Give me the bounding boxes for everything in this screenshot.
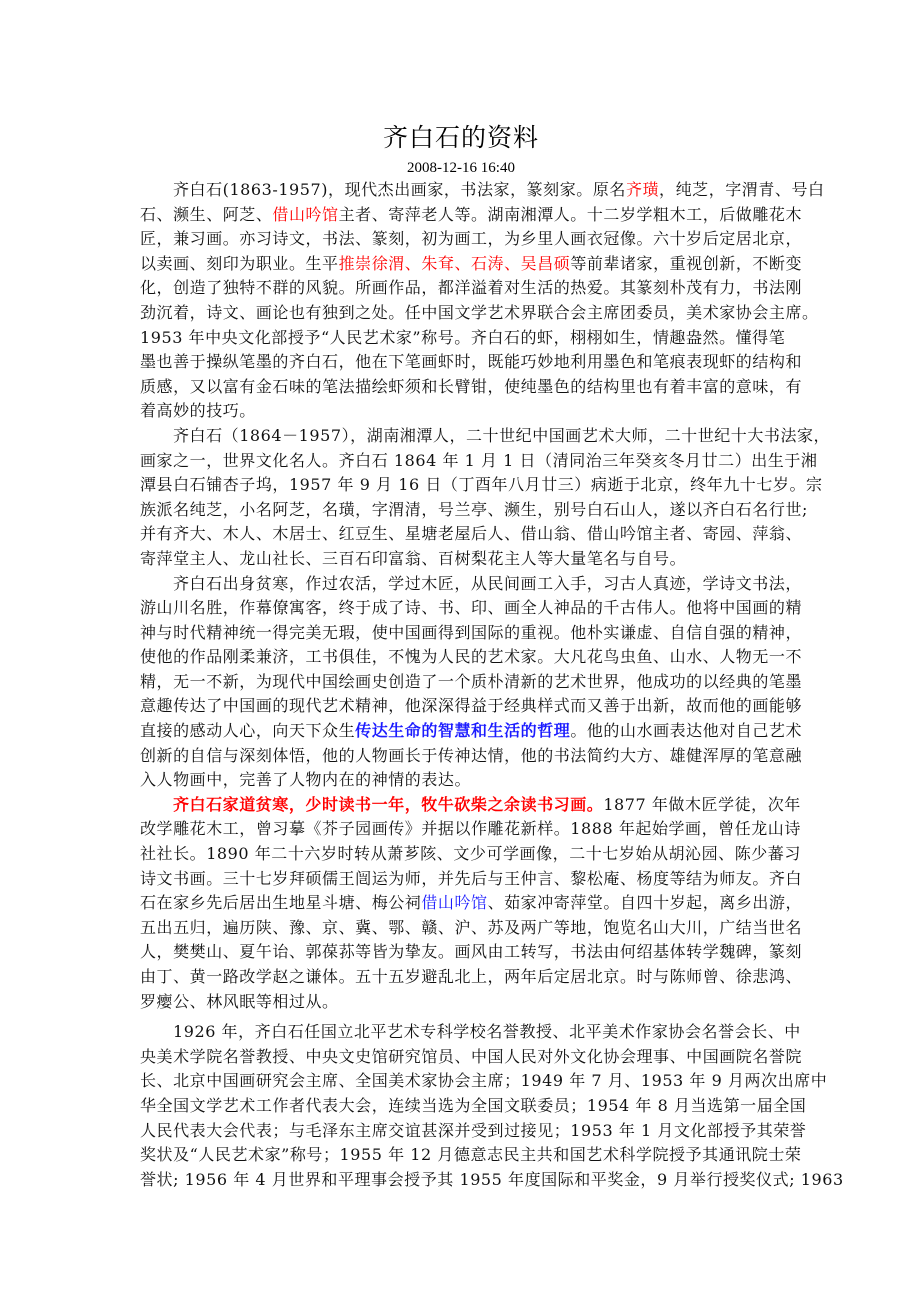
text-run: 寄萍堂主人、龙山社长、三百石印富翁、百树梨花主人等大量笔名与自号。 (140, 548, 687, 568)
text-run: 奖状及“人民艺术家”称号；1955 年 12 月德意志民主共和国艺术科学院授予其通讯院士荣 (140, 1145, 802, 1165)
text-run: 齐白石(1863-1957)，现代杰出画家，书法家，篆刻家。原名 (173, 180, 626, 199)
text-line (140, 203, 803, 228)
text-run: 着高妙的技巧。 (140, 401, 256, 421)
text-line (140, 596, 803, 621)
paragraph (140, 178, 825, 424)
text-run: 1877 年做木匠学徒，次年 (603, 794, 801, 814)
document-body (140, 178, 844, 1192)
text-run: 人，樊樊山、夏午诒、郭葆荪等皆为挚友。画风由工转写，书法由何绍基体转学魏碑，篆刻 (140, 942, 803, 962)
text-line (140, 817, 800, 842)
text-run: 质感，又以富有金石味的笔法描绘虾须和长臂钳，使纯墨色的结构里也有着丰富的意味，有 (140, 376, 803, 396)
text-run: 、茹家冲寄萍堂。自四十岁起，离乡出游， (487, 893, 803, 913)
text-line (140, 842, 800, 867)
text-run: 劲沉着，诗文、画论也有独到之处。任中国文学艺术界联合会主席团委员，美术家协会主席。 (140, 302, 819, 322)
text-run: 誉状; 1956 年 4 月世界和平理事会授予其 1955 年度国际和平奖金，9 月举行授奖仪式; 1963 (140, 1169, 844, 1189)
text-run: 央美术学院名誉教授、中央文史馆研究馆员、中国人民对外文化协会理事、中国画院名誉院 (140, 1046, 803, 1066)
text-run: 创新的自信与深刻体悟，他的人物画长于传神达情，他的书法简约大方、雄健浑厚的笔意融 (140, 745, 803, 765)
text-line (140, 498, 808, 523)
text-run: 并有齐大、木人、木居士、红豆生、星塘老屋后人、借山翁、借山吟馆主者、寄园、萍翁、 (140, 524, 803, 544)
paragraph (140, 424, 831, 572)
text-run: 石在家乡先后居出生地星斗塘、梅公祠 (140, 893, 422, 913)
text-run: 石、濒生、阿芝、 (140, 204, 273, 224)
highlight-red-text: 推崇徐渭、朱耷、石涛、吴昌硕 (338, 253, 571, 273)
text-line (140, 990, 800, 1015)
paragraph (140, 793, 803, 1014)
text-line (140, 350, 803, 375)
text-line (140, 473, 823, 498)
text-line (140, 940, 803, 965)
text-line (140, 326, 800, 351)
text-run: 化，创造了独特不群的风貌。所画作品，都洋溢着对生活的热爱。其篆刻朴茂有力，书法刚 (140, 278, 803, 298)
text-line (140, 178, 825, 203)
text-run: 使他的作品刚柔兼济，工书俱佳，不愧为人民的艺术家。大凡花鸟虫鱼、山水、人物无一不 (140, 647, 803, 667)
text-run: 族派名纯芝，小名阿芝，名璜，字渭清，号兰亭、濒生，别号白石山人，遂以齐白石名行世; (140, 499, 808, 519)
text-line (140, 375, 803, 400)
text-line (140, 252, 803, 277)
text-run: 齐白石出身贫寒，作过农活，学过木匠，从民间画工入手，习古人真迹，学诗文书法， (173, 573, 802, 593)
text-line (140, 424, 831, 449)
text-line (140, 572, 800, 597)
text-run: 社社长。1890 年二十六岁时转从萧芗陔、文少可学画像，二十七岁始从胡沁园、陈少蕃习 (140, 844, 801, 864)
document-title: 齐白石的资料 (382, 123, 539, 152)
text-line (140, 227, 803, 252)
text-run: 精，无一不新，为现代中国绘画史创造了一个质朴清新的艺术世界，他成功的以经典的笔墨 (140, 671, 803, 691)
text-line (140, 621, 803, 646)
text-run: ，纯芝，字渭青、号白 (659, 180, 825, 199)
text-run: 由丁、黄一路改学赵之谦体。五十五岁避乱北上，两年后定居北京。时与陈师曾、徐悲鸿、 (140, 967, 803, 986)
text-line (140, 670, 803, 695)
text-line (140, 891, 803, 916)
text-run: 游山川名胜，作幕僚寓客，终于成了诗、书、印、画全人神品的千古伟人。他将中国画的精 (140, 598, 803, 618)
text-run: 墨也善于操纵笔墨的齐白石，他在下笔画虾时，既能巧妙地利用墨色和笔痕表现虾的结构和 (140, 352, 803, 372)
paragraph (140, 572, 803, 793)
text-run: 罗瘿公、林风眠等相过从。 (140, 991, 339, 1011)
text-line (140, 1069, 828, 1094)
text-line (140, 276, 803, 301)
text-line (140, 965, 803, 990)
text-line (140, 1045, 803, 1070)
text-run: 潭县白石铺杏子坞，1957 年 9 月 16 日（丁酉年八月廿三）病逝于北京，终年九十七岁。宗 (140, 475, 823, 495)
highlight-blue-text: 借山吟馆 (421, 893, 488, 913)
text-run: 匠，兼习画。亦习诗文，书法、篆刻，初为画工，为乡里人画衣冠像。六十岁后定居北京， (140, 229, 803, 249)
text-run: 五出五归，遍历陕、豫、京、冀、鄂、赣、沪、苏及两广等地，饱览名山大川，广结当世名 (140, 917, 803, 937)
highlight-red-text: 借山吟馆 (272, 204, 339, 224)
text-line (140, 449, 818, 474)
text-run: 等前辈诸家，重视创新，不断变 (570, 253, 803, 273)
text-line (140, 645, 803, 670)
text-line (140, 719, 803, 744)
text-line (140, 1020, 800, 1045)
text-run: 画家之一，世界文化名人。齐白石 1864 年 1 月 1 日（清同治三年癸亥冬月廿二）出生于湘 (140, 450, 818, 470)
text-run: 。他的山水画表达他对自己艺术 (570, 721, 803, 741)
text-run: 长、北京中国画研究会主席、全国美术家协会主席；1949 年 7 月、1953 年 9 月两次出席中 (140, 1071, 828, 1091)
text-line (140, 1168, 844, 1193)
document-date: 2008-12-16 16:40 (407, 160, 515, 176)
text-line (140, 1119, 807, 1144)
highlight-red-text: 齐璜 (625, 180, 660, 199)
text-line (140, 793, 800, 818)
text-run: 齐白石（1864－1957），湖南湘潭人，二十世纪中国画艺术大师，二十世纪十大书法家， (173, 425, 831, 445)
text-line (140, 916, 803, 941)
paragraph (140, 1020, 844, 1192)
text-run: 意趣传达了中国画的现代艺术精神，他深深得益于经典样式而又善于出新，故而他的画能够 (140, 696, 803, 716)
text-run: 人民代表大会代表；与毛泽东主席交谊甚深并受到过接见；1953 年 1 月文化部授予其荣誉 (140, 1120, 807, 1140)
highlight-red-text: 齐白石家道贫寒，少时读书一年，牧牛砍柴之余读书习画。 (173, 794, 604, 814)
text-line (140, 399, 800, 424)
text-run: 主者、寄萍老人等。湖南湘潭人。十二岁学粗木工，后做雕花木 (338, 204, 803, 224)
text-line (140, 694, 803, 719)
text-line (140, 1094, 807, 1119)
text-run: 1953 年中央文化部授予“人民艺术家”称号。齐白石的虾，栩栩如生，情趣盎然。懂得笔 (140, 327, 786, 347)
highlight-blue-text: 传达生命的智慧和生活的哲理 (355, 721, 571, 741)
text-run: 改学雕花木工，曾习摹《芥子园画传》并据以作雕花新样。1888 年起始学画，曾任龙山诗 (140, 819, 801, 839)
text-line (140, 867, 803, 892)
text-run: 神与时代精神统一得完美无瑕，使中国画得到国际的重视。他朴实谦虚、自信自强的精神， (140, 622, 803, 642)
text-run: 1926 年，齐白石任国立北平艺术专科学校名誉教授、北平美术作家协会名誉会长、中 (173, 1022, 801, 1042)
text-line (140, 744, 803, 769)
text-run: 入人物画中，完善了人物内在的神情的表达。 (140, 770, 472, 790)
text-run: 直接的感动人心，向天下众生 (140, 721, 356, 741)
text-run: 诗文书画。三十七岁拜硕儒王闿运为师，并先后与王仲言、黎松庵、杨度等结为师友。齐白 (140, 868, 803, 888)
text-run: 华全国文学艺术工作者代表大会，连续当选为全国文联委员；1954 年 8 月当选第一届全国 (140, 1095, 807, 1115)
text-line (140, 301, 819, 326)
text-line (140, 768, 800, 793)
text-run: 以卖画、刻印为职业。生平 (140, 253, 339, 273)
text-line (140, 522, 803, 547)
text-line (140, 547, 800, 572)
text-line (140, 1143, 800, 1168)
